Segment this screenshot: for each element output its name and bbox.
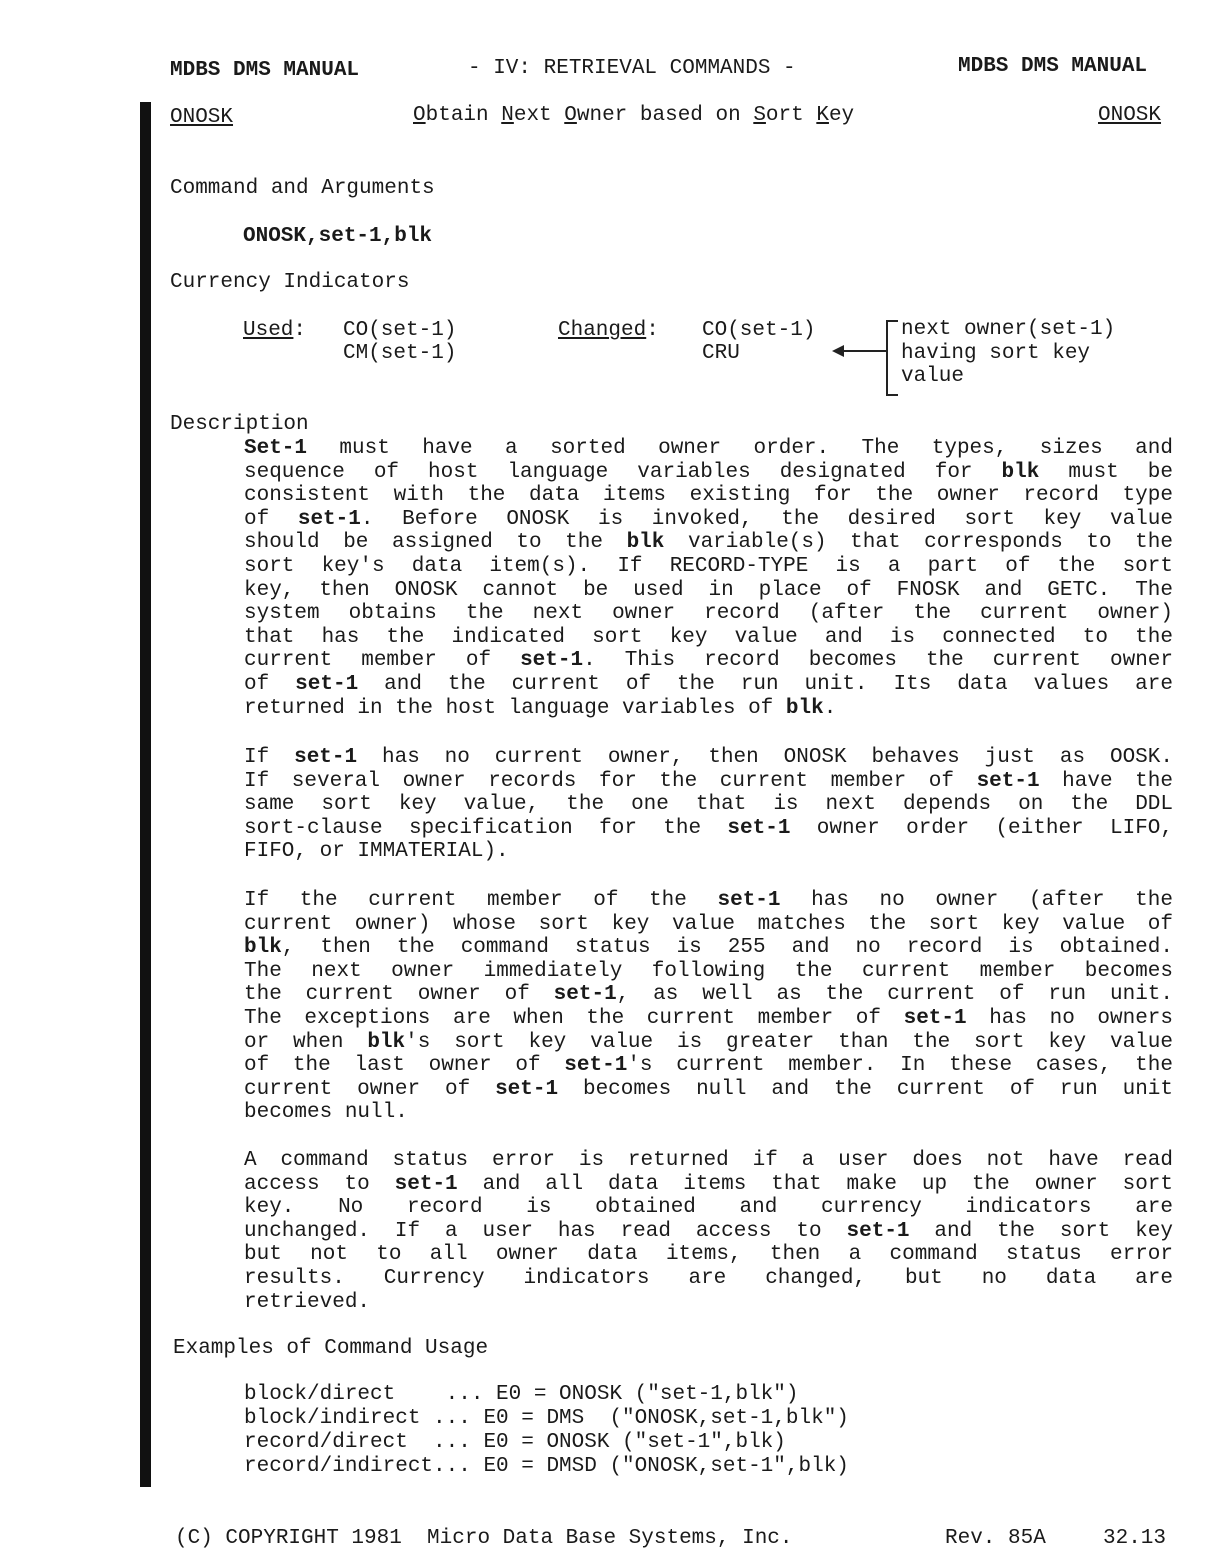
- description-line: The next owner immediately following the current member becomes: [244, 959, 1173, 983]
- description-line: of set-1 and the current of the run unit. Its data values are: [244, 672, 1173, 696]
- description-line: Set-1 must have a sorted owner order. The types, sizes and: [244, 437, 1173, 460]
- command-name-left: ONOSK: [170, 106, 234, 129]
- description-line: key. No record is obtained and currency indicators are: [244, 1196, 1173, 1220]
- description-line: returned in the host language variables of blk.: [244, 696, 837, 720]
- description-paragraph-4: [244, 1149, 1173, 1314]
- description-line: sequence of host language variables designated for blk must be: [244, 460, 1173, 484]
- change-bar: [140, 102, 151, 1487]
- description-line: or when blk's sort key value is greater than the sort key value: [244, 1030, 1173, 1054]
- description-line: current owner of set-1 becomes null and the current of run unit: [244, 1077, 1173, 1101]
- title-part: btain: [425, 104, 502, 127]
- description-line: blk, then the command status is 255 and no record is obtained.: [244, 936, 1173, 960]
- description-paragraph-1: [244, 437, 1173, 720]
- description-line: key, then ONOSK cannot be used in place of FNOSK and GETC. The: [244, 578, 1173, 602]
- description-line: the current owner of set-1, as well as the current of run unit.: [244, 983, 1173, 1007]
- title-part: N: [501, 104, 514, 127]
- title-part: wner based on: [576, 104, 754, 127]
- description-line: current member of set-1. This record becomes the current owner: [244, 649, 1173, 673]
- description-line: A command status error is returned if a user does not have read: [244, 1149, 1173, 1172]
- title-part: S: [753, 104, 766, 127]
- title-part: ort: [765, 104, 817, 127]
- description-line: current owner) whose sort key value matches the sort key value of: [244, 912, 1173, 936]
- example-line: block/direct ... E0 = ONOSK ("set-1,blk"): [244, 1383, 799, 1406]
- title-part: K: [816, 104, 829, 127]
- header-left: MDBS DMS MANUAL: [170, 59, 360, 82]
- description-line: same sort key value, the one that is next depends on the DDL: [244, 793, 1173, 817]
- used-label: Used:: [243, 319, 307, 342]
- currency-note-line: having sort key: [901, 342, 1091, 365]
- description-line: should be assigned to the blk variable(s) that corresponds to the: [244, 531, 1173, 555]
- description-line: results. Currency indicators are changed, but no data are: [244, 1266, 1173, 1290]
- used-value: CO(set-1): [343, 319, 457, 342]
- title-part: O: [413, 104, 426, 127]
- changed-value: CRU: [702, 342, 740, 365]
- footer-copyright: (C) COPYRIGHT 1981 Micro Data Base Systems, Inc.: [175, 1527, 793, 1550]
- description-line: of the last owner of set-1's current member. In these cases, the: [244, 1054, 1173, 1078]
- description-line: If set-1 has no current owner, then ONOSK behaves just as OOSK.: [244, 746, 1173, 769]
- title-part: ey: [828, 104, 855, 127]
- example-line: record/indirect... E0 = DMSD ("ONOSK,set-1",blk): [244, 1455, 849, 1478]
- description-line: If several owner records for the current member of set-1 have the: [244, 769, 1173, 793]
- description-paragraph-3: [244, 889, 1173, 1125]
- command-syntax: ONOSK,set-1,blk: [243, 225, 433, 248]
- footer-revision: Rev. 85A: [945, 1527, 1046, 1550]
- command-name-right: ONOSK: [1098, 104, 1162, 127]
- description-line: system obtains the next owner record (after the current owner): [244, 602, 1173, 626]
- description-line: consistent with the data items existing for the owner record type: [244, 484, 1173, 508]
- currency-note-line: next owner(set-1): [901, 318, 1116, 341]
- description-paragraph-2: [244, 746, 1173, 864]
- currency-note-line: value: [901, 365, 965, 388]
- description-line: that has the indicated sort key value and is connected to the: [244, 625, 1173, 649]
- arrow-line: [843, 350, 886, 352]
- section-heading-examples: Examples of Command Usage: [173, 1337, 489, 1360]
- description-line: FIFO, or IMMATERIAL).: [244, 840, 509, 864]
- changed-label-text: Changed: [558, 319, 647, 342]
- example-line: block/indirect ... E0 = DMS ("ONOSK,set-1,blk"): [244, 1407, 849, 1430]
- command-title: [413, 104, 854, 128]
- description-line: sort-clause specification for the set-1 owner order (either LIFO,: [244, 816, 1173, 840]
- description-line: sort key's data item(s). If RECORD-TYPE is a part of the sort: [244, 554, 1173, 578]
- changed-label: Changed:: [558, 319, 659, 342]
- description-line: of set-1. Before ONOSK is invoked, the desired sort key value: [244, 507, 1173, 531]
- section-heading-currency: Currency Indicators: [170, 271, 410, 294]
- title-part: ext: [513, 104, 565, 127]
- description-line: becomes null.: [244, 1101, 408, 1125]
- bracket: [886, 320, 898, 396]
- description-line: access to set-1 and all data items that make up the owner sort: [244, 1172, 1173, 1196]
- changed-value: CO(set-1): [702, 319, 816, 342]
- title-part: O: [564, 104, 577, 127]
- section-heading-command: Command and Arguments: [170, 177, 435, 200]
- description-line: but not to all owner data items, then a command status error: [244, 1243, 1173, 1267]
- description-line: The exceptions are when the current member of set-1 has no owners: [244, 1006, 1173, 1030]
- used-label-text: Used: [243, 319, 294, 342]
- footer-page-number: 32.13: [1103, 1527, 1167, 1550]
- header-right: MDBS DMS MANUAL: [958, 55, 1148, 78]
- header-center: - IV: RETRIEVAL COMMANDS -: [468, 57, 796, 80]
- used-value: CM(set-1): [343, 342, 457, 365]
- example-line: record/direct ... E0 = ONOSK ("set-1",blk): [244, 1431, 786, 1454]
- description-line: retrieved.: [244, 1290, 371, 1314]
- description-line: If the current member of the set-1 has no owner (after the: [244, 889, 1173, 912]
- description-line: unchanged. If a user has read access to set-1 and the sort key: [244, 1219, 1173, 1243]
- section-heading-description: Description: [170, 413, 309, 436]
